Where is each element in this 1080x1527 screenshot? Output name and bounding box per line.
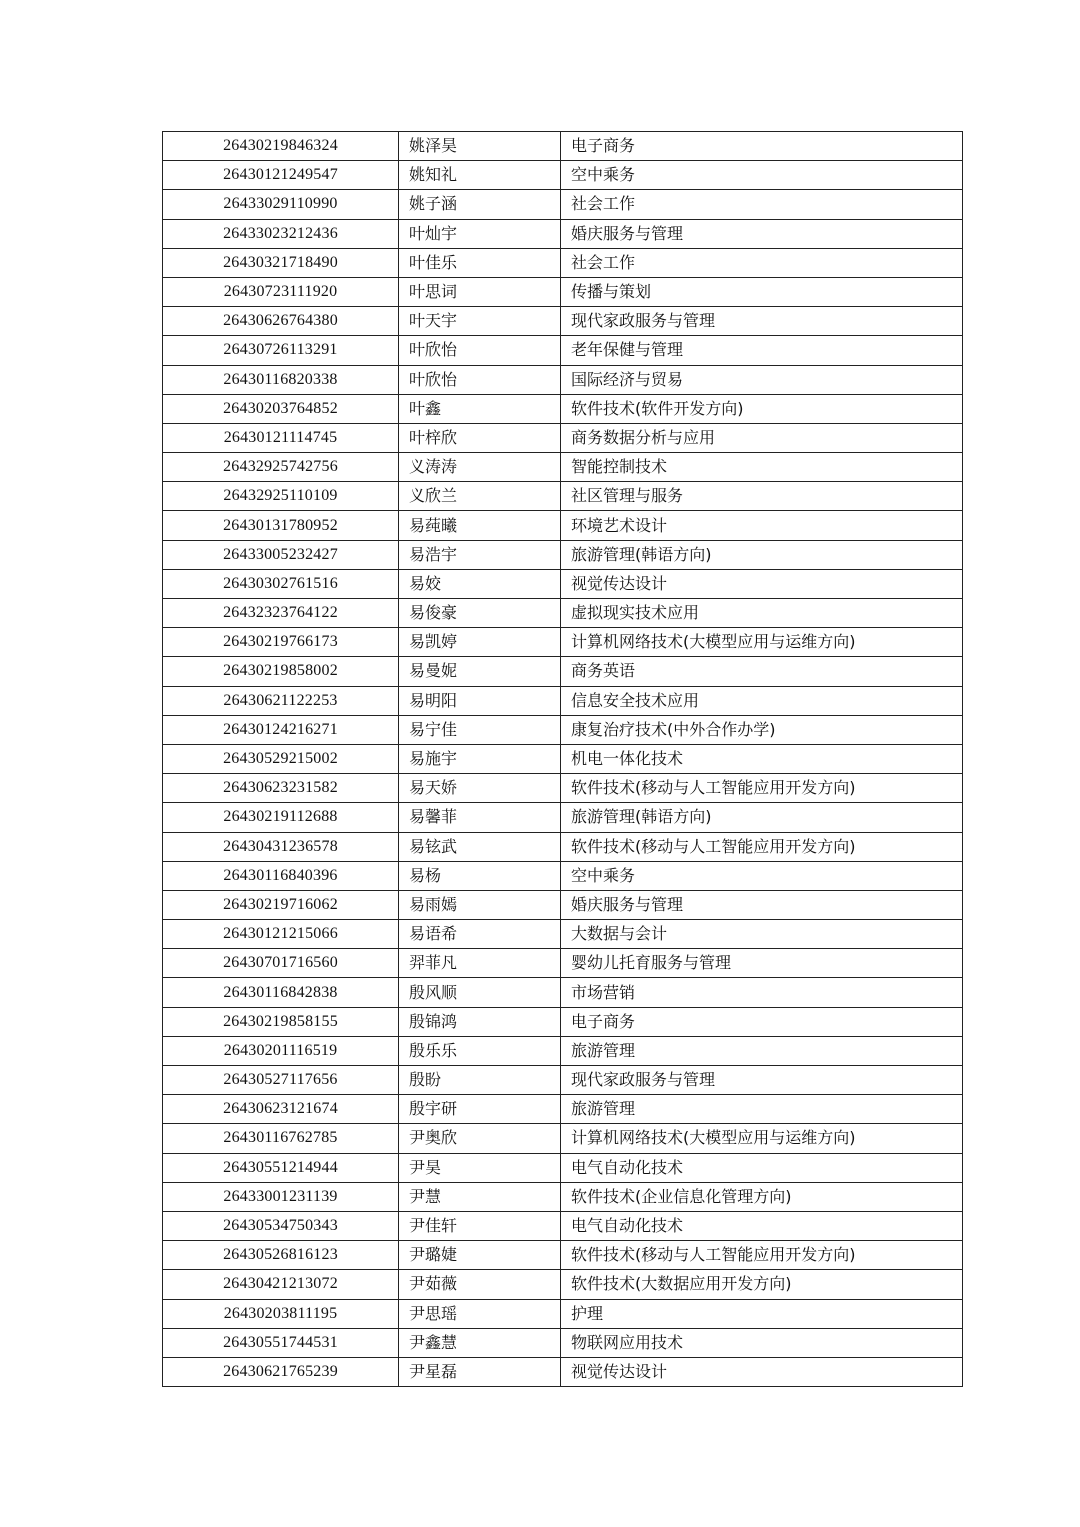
student-name-cell: 叶欣怡 bbox=[399, 365, 561, 394]
candidate-id-cell: 26430621122253 bbox=[163, 686, 399, 715]
candidate-id-cell: 26430623121674 bbox=[163, 1095, 399, 1124]
student-name-cell: 义涛涛 bbox=[399, 453, 561, 482]
student-name-cell: 羿菲凡 bbox=[399, 949, 561, 978]
student-name-cell: 易天娇 bbox=[399, 774, 561, 803]
table-row bbox=[163, 248, 963, 277]
candidate-id-cell: 26430201116519 bbox=[163, 1036, 399, 1065]
candidate-id-cell: 26430431236578 bbox=[163, 832, 399, 861]
table-row bbox=[163, 890, 963, 919]
student-name-cell: 易施宇 bbox=[399, 744, 561, 773]
student-name-cell: 尹慧 bbox=[399, 1182, 561, 1211]
major-cell: 康复治疗技术(中外合作办学) bbox=[561, 715, 963, 744]
table-row bbox=[163, 1328, 963, 1357]
major-cell: 视觉传达设计 bbox=[561, 1357, 963, 1386]
candidate-id-cell: 26430124216271 bbox=[163, 715, 399, 744]
major-cell: 软件技术(移动与人工智能应用开发方向) bbox=[561, 774, 963, 803]
student-name-cell: 易雨嫣 bbox=[399, 890, 561, 919]
major-cell: 婚庆服务与管理 bbox=[561, 219, 963, 248]
major-cell: 旅游管理 bbox=[561, 1095, 963, 1124]
student-name-cell: 叶欣怡 bbox=[399, 336, 561, 365]
candidate-id-cell: 26430116842838 bbox=[163, 978, 399, 1007]
table-row bbox=[163, 1124, 963, 1153]
major-cell: 视觉传达设计 bbox=[561, 569, 963, 598]
student-name-cell: 叶思词 bbox=[399, 277, 561, 306]
candidate-id-cell: 26430421213072 bbox=[163, 1270, 399, 1299]
major-cell: 软件技术(大数据应用开发方向) bbox=[561, 1270, 963, 1299]
candidate-id-cell: 26430219716062 bbox=[163, 890, 399, 919]
student-name-cell: 尹思瑶 bbox=[399, 1299, 561, 1328]
student-name-cell: 叶佳乐 bbox=[399, 248, 561, 277]
student-name-cell: 尹茹薇 bbox=[399, 1270, 561, 1299]
major-cell: 机电一体化技术 bbox=[561, 744, 963, 773]
student-name-cell: 姚泽昊 bbox=[399, 132, 561, 161]
table-row bbox=[163, 1211, 963, 1240]
student-name-cell: 叶鑫 bbox=[399, 394, 561, 423]
table-row bbox=[163, 1241, 963, 1270]
major-cell: 软件技术(软件开发方向) bbox=[561, 394, 963, 423]
table-row bbox=[163, 394, 963, 423]
major-cell: 社会工作 bbox=[561, 248, 963, 277]
student-name-cell: 尹璐婕 bbox=[399, 1241, 561, 1270]
student-name-cell: 易铉武 bbox=[399, 832, 561, 861]
major-cell: 国际经济与贸易 bbox=[561, 365, 963, 394]
table-row bbox=[163, 453, 963, 482]
candidate-id-cell: 26433001231139 bbox=[163, 1182, 399, 1211]
table-row bbox=[163, 1299, 963, 1328]
candidate-id-cell: 26432925742756 bbox=[163, 453, 399, 482]
major-cell: 电气自动化技术 bbox=[561, 1211, 963, 1240]
major-cell: 传播与策划 bbox=[561, 277, 963, 306]
candidate-id-cell: 26430116840396 bbox=[163, 861, 399, 890]
candidate-id-cell: 26430116820338 bbox=[163, 365, 399, 394]
table-row bbox=[163, 657, 963, 686]
major-cell: 现代家政服务与管理 bbox=[561, 1066, 963, 1095]
major-cell: 环境艺术设计 bbox=[561, 511, 963, 540]
candidate-id-cell: 26433023212436 bbox=[163, 219, 399, 248]
major-cell: 旅游管理(韩语方向) bbox=[561, 540, 963, 569]
major-cell: 婚庆服务与管理 bbox=[561, 890, 963, 919]
table-row bbox=[163, 803, 963, 832]
candidate-id-cell: 26433005232427 bbox=[163, 540, 399, 569]
table-row bbox=[163, 949, 963, 978]
table-row bbox=[163, 190, 963, 219]
candidate-id-cell: 26430527117656 bbox=[163, 1066, 399, 1095]
candidate-id-cell: 26430534750343 bbox=[163, 1211, 399, 1240]
major-cell: 商务数据分析与应用 bbox=[561, 423, 963, 452]
candidate-id-cell: 26432925110109 bbox=[163, 482, 399, 511]
major-cell: 计算机网络技术(大模型应用与运维方向) bbox=[561, 1124, 963, 1153]
table-row bbox=[163, 1153, 963, 1182]
major-cell: 物联网应用技术 bbox=[561, 1328, 963, 1357]
candidate-id-cell: 26430626764380 bbox=[163, 307, 399, 336]
admission-roster-table bbox=[162, 131, 963, 1387]
candidate-id-cell: 26430302761516 bbox=[163, 569, 399, 598]
student-name-cell: 叶梓欣 bbox=[399, 423, 561, 452]
major-cell: 老年保健与管理 bbox=[561, 336, 963, 365]
major-cell: 大数据与会计 bbox=[561, 920, 963, 949]
major-cell: 空中乘务 bbox=[561, 861, 963, 890]
major-cell: 电气自动化技术 bbox=[561, 1153, 963, 1182]
table-row bbox=[163, 599, 963, 628]
student-name-cell: 义欣兰 bbox=[399, 482, 561, 511]
student-name-cell: 易杨 bbox=[399, 861, 561, 890]
student-name-cell: 易莼曦 bbox=[399, 511, 561, 540]
table-row bbox=[163, 336, 963, 365]
major-cell: 虚拟现实技术应用 bbox=[561, 599, 963, 628]
major-cell: 婴幼儿托育服务与管理 bbox=[561, 949, 963, 978]
major-cell: 旅游管理(韩语方向) bbox=[561, 803, 963, 832]
major-cell: 市场营销 bbox=[561, 978, 963, 1007]
major-cell: 电子商务 bbox=[561, 132, 963, 161]
student-name-cell: 叶灿宇 bbox=[399, 219, 561, 248]
student-name-cell: 姚知礼 bbox=[399, 161, 561, 190]
student-name-cell: 殷盼 bbox=[399, 1066, 561, 1095]
student-name-cell: 尹星磊 bbox=[399, 1357, 561, 1386]
table-row bbox=[163, 511, 963, 540]
table-row bbox=[163, 540, 963, 569]
candidate-id-cell: 26430723111920 bbox=[163, 277, 399, 306]
student-name-cell: 易浩宇 bbox=[399, 540, 561, 569]
student-name-cell: 易馨菲 bbox=[399, 803, 561, 832]
major-cell: 现代家政服务与管理 bbox=[561, 307, 963, 336]
student-name-cell: 殷锦鸿 bbox=[399, 1007, 561, 1036]
major-cell: 信息安全技术应用 bbox=[561, 686, 963, 715]
student-name-cell: 殷乐乐 bbox=[399, 1036, 561, 1065]
candidate-id-cell: 26430219858002 bbox=[163, 657, 399, 686]
table-row bbox=[163, 1066, 963, 1095]
table-row bbox=[163, 978, 963, 1007]
candidate-id-cell: 26430219846324 bbox=[163, 132, 399, 161]
student-name-cell: 叶天宇 bbox=[399, 307, 561, 336]
candidate-id-cell: 26430219858155 bbox=[163, 1007, 399, 1036]
candidate-id-cell: 26430121215066 bbox=[163, 920, 399, 949]
major-cell: 社会工作 bbox=[561, 190, 963, 219]
candidate-id-cell: 26430116762785 bbox=[163, 1124, 399, 1153]
student-name-cell: 尹鑫慧 bbox=[399, 1328, 561, 1357]
table-row bbox=[163, 307, 963, 336]
table-row bbox=[163, 920, 963, 949]
table-row bbox=[163, 861, 963, 890]
major-cell: 空中乘务 bbox=[561, 161, 963, 190]
table-row bbox=[163, 365, 963, 394]
student-name-cell: 易姣 bbox=[399, 569, 561, 598]
table-row bbox=[163, 423, 963, 452]
table-row bbox=[163, 774, 963, 803]
candidate-id-cell: 26430203811195 bbox=[163, 1299, 399, 1328]
table-row bbox=[163, 161, 963, 190]
major-cell: 软件技术(移动与人工智能应用开发方向) bbox=[561, 1241, 963, 1270]
candidate-id-cell: 26430623231582 bbox=[163, 774, 399, 803]
table-row bbox=[163, 1357, 963, 1386]
table-row bbox=[163, 832, 963, 861]
table-row bbox=[163, 482, 963, 511]
candidate-id-cell: 26430529215002 bbox=[163, 744, 399, 773]
table-row bbox=[163, 686, 963, 715]
major-cell: 社区管理与服务 bbox=[561, 482, 963, 511]
student-name-cell: 易凯婷 bbox=[399, 628, 561, 657]
student-name-cell: 易俊豪 bbox=[399, 599, 561, 628]
student-name-cell: 易曼妮 bbox=[399, 657, 561, 686]
major-cell: 智能控制技术 bbox=[561, 453, 963, 482]
student-name-cell: 殷风顺 bbox=[399, 978, 561, 1007]
table-row bbox=[163, 715, 963, 744]
candidate-id-cell: 26430219112688 bbox=[163, 803, 399, 832]
table-row bbox=[163, 1036, 963, 1065]
major-cell: 电子商务 bbox=[561, 1007, 963, 1036]
candidate-id-cell: 26430121114745 bbox=[163, 423, 399, 452]
major-cell: 护理 bbox=[561, 1299, 963, 1328]
candidate-id-cell: 26430551214944 bbox=[163, 1153, 399, 1182]
candidate-id-cell: 26430203764852 bbox=[163, 394, 399, 423]
table-row bbox=[163, 1270, 963, 1299]
table-row bbox=[163, 628, 963, 657]
candidate-id-cell: 26430701716560 bbox=[163, 949, 399, 978]
candidate-id-cell: 26430621765239 bbox=[163, 1357, 399, 1386]
table-row bbox=[163, 1007, 963, 1036]
candidate-id-cell: 26432323764122 bbox=[163, 599, 399, 628]
candidate-id-cell: 26430219766173 bbox=[163, 628, 399, 657]
table-row bbox=[163, 1095, 963, 1124]
table-row bbox=[163, 1182, 963, 1211]
student-name-cell: 尹佳轩 bbox=[399, 1211, 561, 1240]
candidate-id-cell: 26430726113291 bbox=[163, 336, 399, 365]
table-row bbox=[163, 219, 963, 248]
table-row bbox=[163, 132, 963, 161]
table-row bbox=[163, 744, 963, 773]
roster-table-body bbox=[163, 132, 963, 1387]
major-cell: 计算机网络技术(大模型应用与运维方向) bbox=[561, 628, 963, 657]
candidate-id-cell: 26430551744531 bbox=[163, 1328, 399, 1357]
candidate-id-cell: 26430526816123 bbox=[163, 1241, 399, 1270]
major-cell: 旅游管理 bbox=[561, 1036, 963, 1065]
student-name-cell: 尹奥欣 bbox=[399, 1124, 561, 1153]
major-cell: 软件技术(企业信息化管理方向) bbox=[561, 1182, 963, 1211]
candidate-id-cell: 26433029110990 bbox=[163, 190, 399, 219]
student-name-cell: 易语希 bbox=[399, 920, 561, 949]
student-name-cell: 殷宇研 bbox=[399, 1095, 561, 1124]
candidate-id-cell: 26430321718490 bbox=[163, 248, 399, 277]
major-cell: 软件技术(移动与人工智能应用开发方向) bbox=[561, 832, 963, 861]
student-name-cell: 易宁佳 bbox=[399, 715, 561, 744]
student-name-cell: 姚子涵 bbox=[399, 190, 561, 219]
table-row bbox=[163, 277, 963, 306]
student-name-cell: 易明阳 bbox=[399, 686, 561, 715]
table-row bbox=[163, 569, 963, 598]
major-cell: 商务英语 bbox=[561, 657, 963, 686]
candidate-id-cell: 26430131780952 bbox=[163, 511, 399, 540]
candidate-id-cell: 26430121249547 bbox=[163, 161, 399, 190]
student-name-cell: 尹昊 bbox=[399, 1153, 561, 1182]
